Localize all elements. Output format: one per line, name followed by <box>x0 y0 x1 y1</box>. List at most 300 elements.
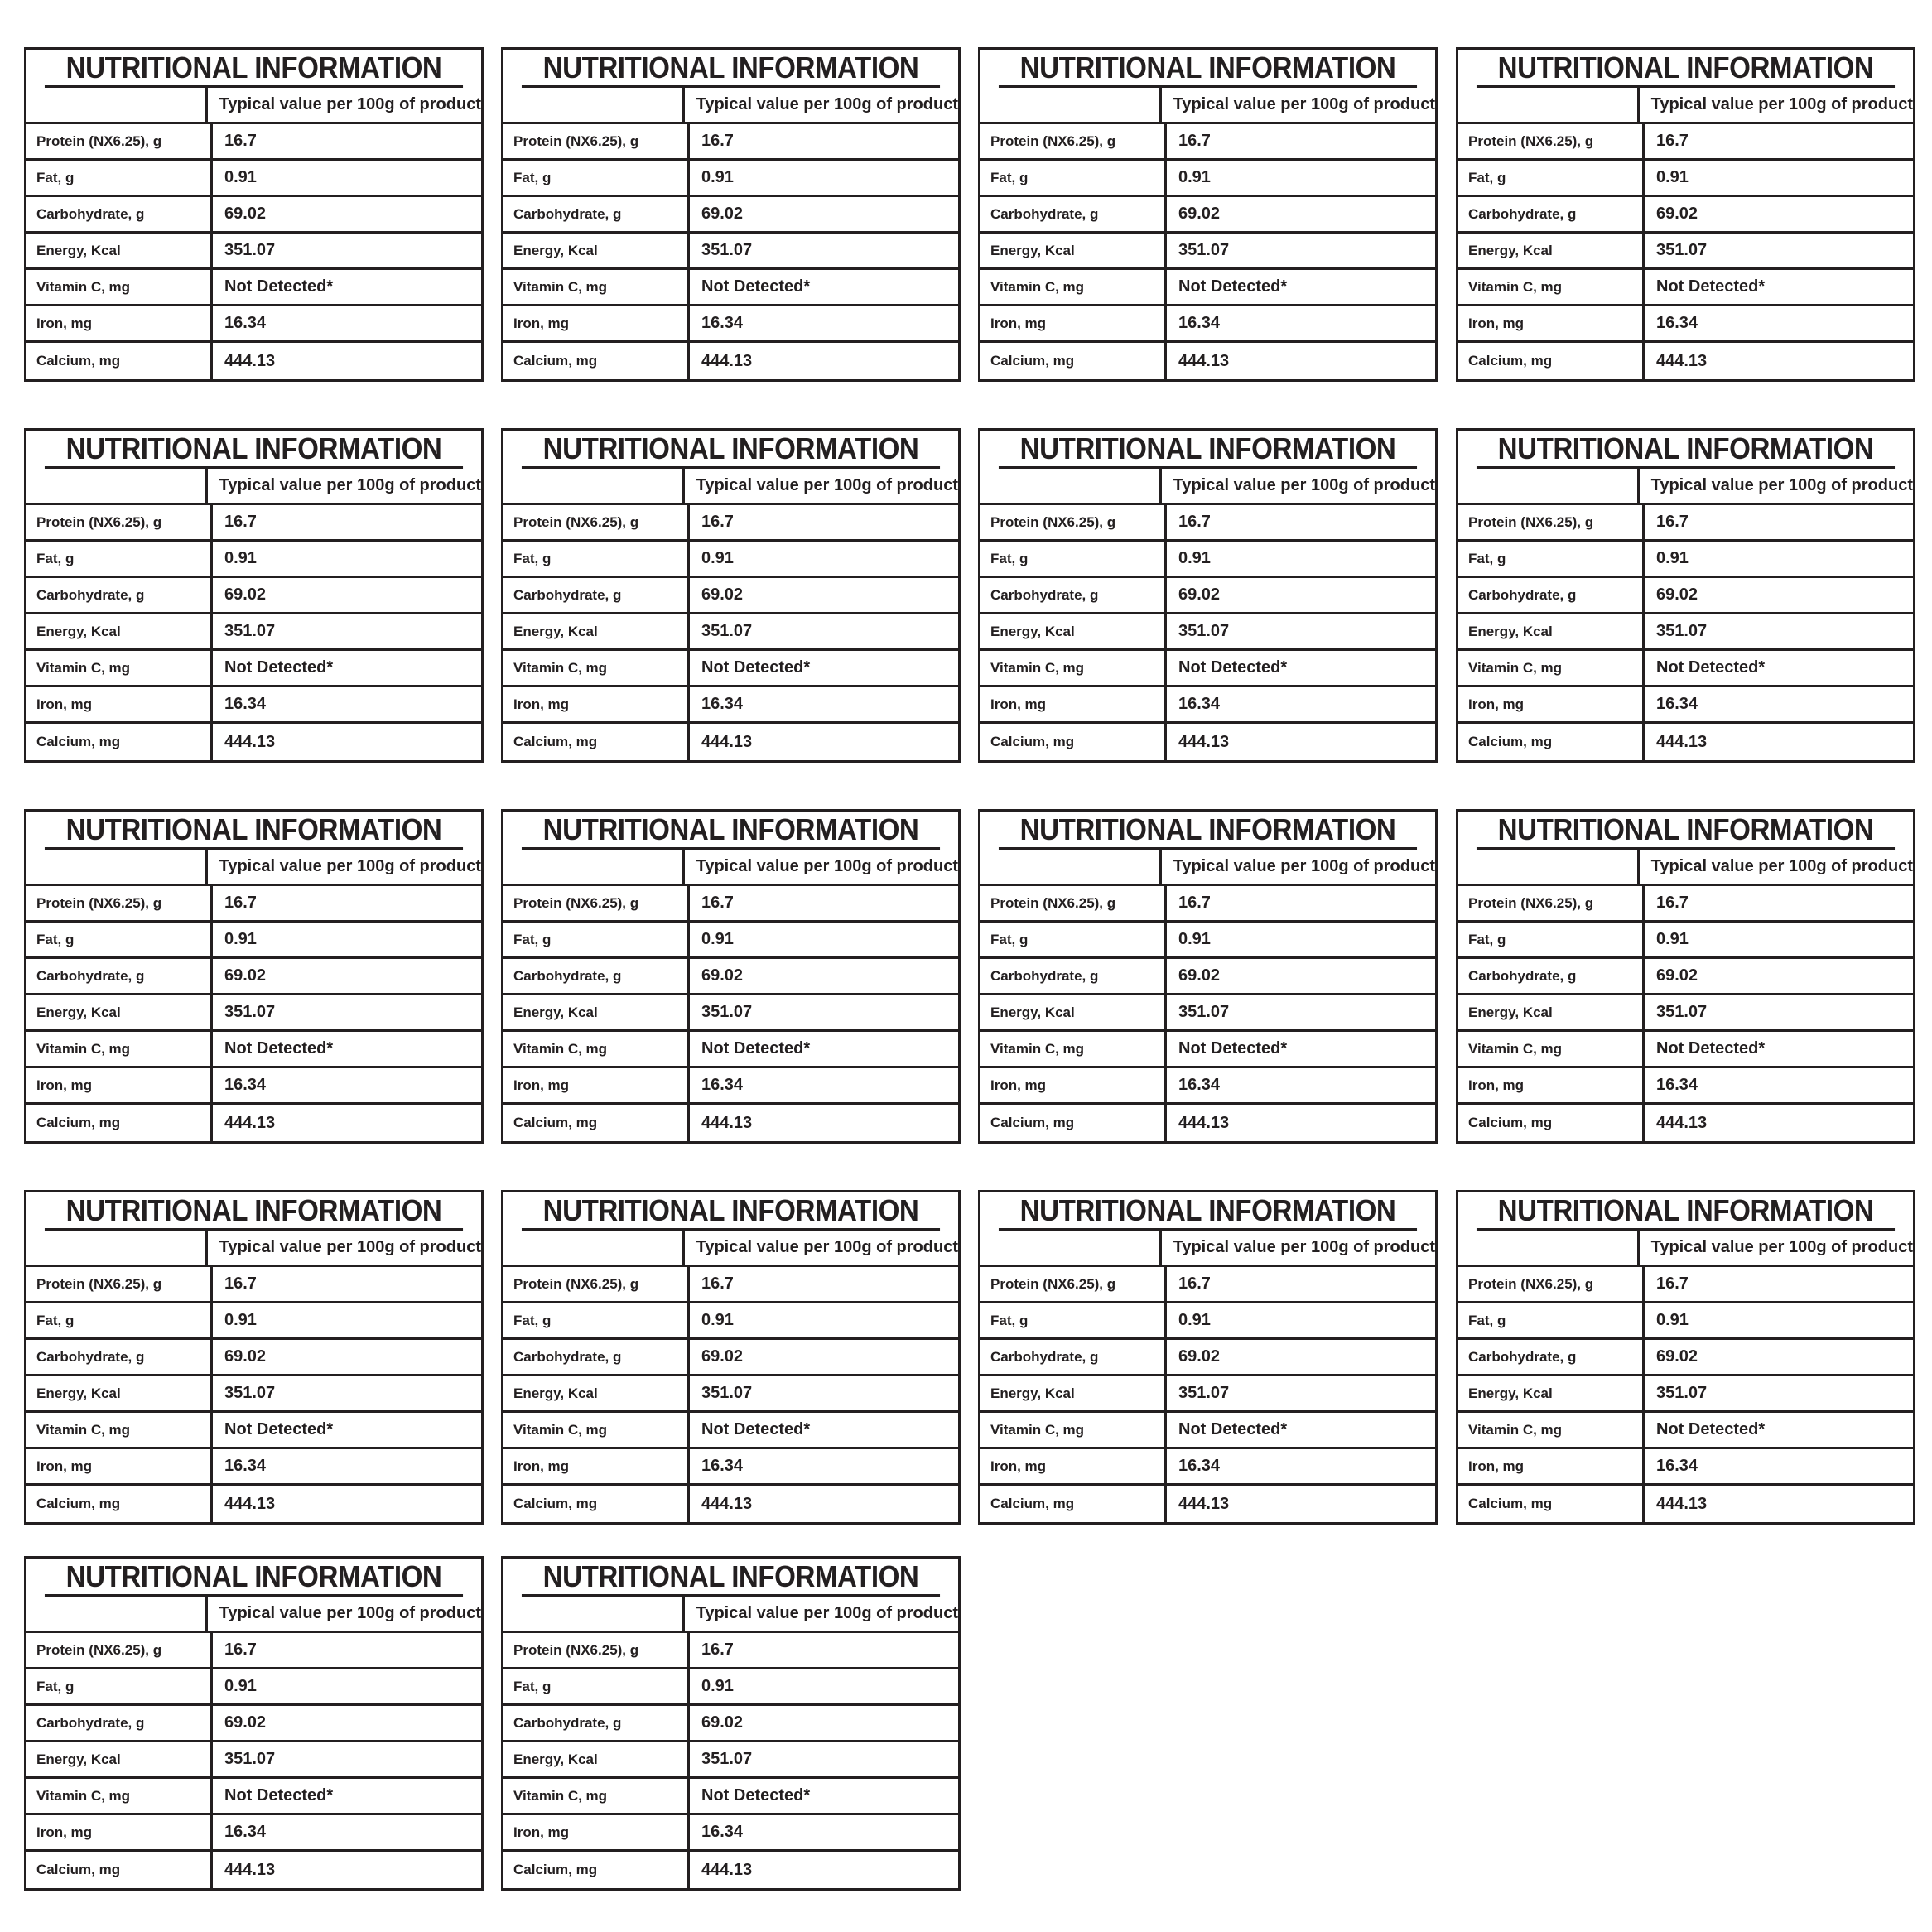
label-title: NUTRITIONAL INFORMATION <box>1477 50 1895 88</box>
nutrient-row <box>26 1267 481 1303</box>
nutrient-row <box>1458 886 1913 923</box>
nutrient-row <box>980 724 1435 760</box>
nutrient-name: Fat, g <box>980 542 1167 576</box>
nutrient-value: 351.07 <box>1178 1003 1230 1021</box>
nutrient-value: 69.02 <box>1178 205 1221 223</box>
nutrient-value: 444.13 <box>224 1494 276 1513</box>
nutrient-name: Vitamin C, mg <box>26 1032 213 1066</box>
nutrient-value: 444.13 <box>701 732 753 751</box>
nutrient-value: Not Detected* <box>1656 1039 1766 1058</box>
nutrient-value: 0.91 <box>224 930 257 948</box>
nutrient-name: Fat, g <box>26 1303 213 1337</box>
nutrient-value: Not Detected* <box>224 658 334 677</box>
header-empty-cell <box>1458 1231 1640 1265</box>
nutrient-row <box>503 1340 958 1376</box>
nutrient-value: 0.91 <box>224 1311 257 1329</box>
nutrient-row <box>26 1068 481 1105</box>
nutrient-name: Energy, Kcal <box>503 1742 690 1776</box>
nutrient-name: Energy, Kcal <box>980 995 1167 1029</box>
nutrient-name: Energy, Kcal <box>26 1742 213 1776</box>
nutrient-value: 69.02 <box>1178 585 1221 604</box>
label-header-row <box>26 1231 481 1267</box>
nutrient-row <box>26 1742 481 1779</box>
column-header: Typical value per 100g of product <box>1173 95 1435 113</box>
column-header: Typical value per 100g of product <box>1173 857 1435 875</box>
nutrient-name: Protein (NX6.25), g <box>980 1267 1167 1301</box>
nutrient-value: 16.34 <box>701 1457 744 1475</box>
nutrient-name: Energy, Kcal <box>503 995 690 1029</box>
nutrition-label <box>1456 428 1915 763</box>
nutrient-value: Not Detected* <box>701 1039 811 1058</box>
label-title: NUTRITIONAL INFORMATION <box>522 812 940 850</box>
nutrient-name: Vitamin C, mg <box>1458 651 1645 685</box>
nutrient-value: Not Detected* <box>701 1786 811 1804</box>
nutrient-name: Energy, Kcal <box>503 1376 690 1410</box>
nutrient-row <box>980 651 1435 687</box>
nutrient-row <box>980 1032 1435 1068</box>
column-header: Typical value per 100g of product <box>219 1604 481 1622</box>
label-header-row <box>26 469 481 505</box>
nutrient-row <box>26 995 481 1032</box>
nutrient-row <box>503 1376 958 1413</box>
nutrient-value: 16.7 <box>224 513 257 531</box>
nutrient-row <box>980 886 1435 923</box>
nutrient-name: Vitamin C, mg <box>980 1032 1167 1066</box>
column-header: Typical value per 100g of product <box>219 95 481 113</box>
column-header: Typical value per 100g of product <box>219 476 481 494</box>
nutrient-row <box>503 724 958 760</box>
nutrient-name: Fat, g <box>26 161 213 195</box>
nutrient-row <box>1458 1032 1913 1068</box>
header-empty-cell <box>503 1597 685 1631</box>
nutrient-name: Vitamin C, mg <box>1458 1032 1645 1066</box>
nutrient-name: Energy, Kcal <box>980 234 1167 267</box>
nutrient-name: Carbohydrate, g <box>26 578 213 612</box>
nutrient-value: 69.02 <box>224 205 267 223</box>
nutrient-name: Iron, mg <box>1458 687 1645 721</box>
nutrient-name: Iron, mg <box>1458 1068 1645 1102</box>
nutrient-name: Carbohydrate, g <box>1458 578 1645 612</box>
nutrient-value: 0.91 <box>1656 930 1689 948</box>
column-header: Typical value per 100g of product <box>1650 476 1913 494</box>
nutrient-name: Calcium, mg <box>1458 1486 1645 1522</box>
nutrient-name: Iron, mg <box>1458 306 1645 340</box>
nutrient-row <box>1458 234 1913 270</box>
nutrient-value: 69.02 <box>224 585 267 604</box>
nutrient-row <box>1458 959 1913 995</box>
header-empty-cell <box>1458 469 1640 503</box>
nutrient-value: 0.91 <box>1178 1311 1211 1329</box>
nutrient-name: Calcium, mg <box>503 1852 690 1888</box>
nutrient-row <box>980 124 1435 161</box>
header-empty-cell <box>26 850 208 884</box>
label-header-row <box>1458 1231 1913 1267</box>
nutrient-value: 69.02 <box>224 966 267 985</box>
nutrient-name: Protein (NX6.25), g <box>980 505 1167 539</box>
nutrient-value: 16.34 <box>701 314 744 332</box>
nutrient-row <box>26 1413 481 1449</box>
nutrient-row <box>26 1815 481 1852</box>
nutrient-row <box>1458 1376 1913 1413</box>
label-title: NUTRITIONAL INFORMATION <box>1477 1192 1895 1231</box>
nutrient-value: 16.34 <box>224 314 267 332</box>
nutrient-name: Calcium, mg <box>980 343 1167 379</box>
nutrient-row <box>26 959 481 995</box>
nutrient-name: Protein (NX6.25), g <box>1458 886 1645 920</box>
header-empty-cell <box>503 88 685 122</box>
nutrient-name: Protein (NX6.25), g <box>503 1633 690 1667</box>
nutrient-row <box>26 161 481 197</box>
nutrient-value: 0.91 <box>1178 549 1211 567</box>
nutrient-value: 69.02 <box>1178 966 1221 985</box>
nutrient-name: Iron, mg <box>1458 1449 1645 1483</box>
nutrient-name: Calcium, mg <box>26 343 213 379</box>
nutrient-value: 444.13 <box>701 1113 753 1132</box>
label-title: NUTRITIONAL INFORMATION <box>522 431 940 469</box>
nutrient-value: 16.34 <box>1656 1457 1698 1475</box>
nutrient-row <box>980 505 1435 542</box>
nutrient-name: Carbohydrate, g <box>980 578 1167 612</box>
nutrient-row <box>980 161 1435 197</box>
nutrient-value: 351.07 <box>701 1384 753 1402</box>
nutrient-value: 16.7 <box>224 894 257 912</box>
nutrient-value: 351.07 <box>1656 241 1708 259</box>
nutrition-label <box>978 428 1438 763</box>
column-header: Typical value per 100g of product <box>696 476 958 494</box>
header-empty-cell <box>503 1231 685 1265</box>
nutrient-name: Fat, g <box>1458 542 1645 576</box>
nutrient-value: 444.13 <box>701 1860 753 1879</box>
nutrient-row <box>26 1779 481 1815</box>
nutrient-name: Energy, Kcal <box>26 614 213 648</box>
label-title: NUTRITIONAL INFORMATION <box>45 812 463 850</box>
nutrient-name: Iron, mg <box>503 687 690 721</box>
nutrient-name: Iron, mg <box>503 1068 690 1102</box>
nutrient-value: 69.02 <box>701 1347 744 1366</box>
nutrient-row <box>980 1105 1435 1141</box>
nutrient-row <box>1458 1413 1913 1449</box>
nutrient-value: 351.07 <box>1656 622 1708 640</box>
nutrient-name: Vitamin C, mg <box>980 651 1167 685</box>
label-header-row <box>980 469 1435 505</box>
nutrition-label <box>24 809 484 1144</box>
nutrient-row <box>1458 343 1913 379</box>
nutrient-row <box>26 1486 481 1522</box>
nutrient-name: Carbohydrate, g <box>1458 1340 1645 1374</box>
nutrient-value: Not Detected* <box>1656 658 1766 677</box>
nutrient-row <box>503 1413 958 1449</box>
nutrient-name: Carbohydrate, g <box>1458 959 1645 993</box>
nutrient-value: 16.34 <box>701 1823 744 1841</box>
nutrient-name: Fat, g <box>980 1303 1167 1337</box>
nutrient-row <box>503 1303 958 1340</box>
nutrient-name: Fat, g <box>980 161 1167 195</box>
nutrient-value: 16.7 <box>1656 894 1689 912</box>
nutrient-value: 0.91 <box>1656 1311 1689 1329</box>
nutrient-name: Energy, Kcal <box>26 995 213 1029</box>
nutrient-value: 351.07 <box>701 1750 753 1768</box>
nutrient-name: Iron, mg <box>26 1815 213 1849</box>
nutrient-row <box>980 234 1435 270</box>
nutrient-value: 351.07 <box>701 622 753 640</box>
label-title: NUTRITIONAL INFORMATION <box>1477 812 1895 850</box>
label-header-row <box>1458 850 1913 886</box>
nutrient-row <box>980 1486 1435 1522</box>
nutrient-row <box>1458 995 1913 1032</box>
nutrient-value: 16.34 <box>1656 314 1698 332</box>
nutrient-name: Calcium, mg <box>980 1486 1167 1522</box>
nutrient-value: 444.13 <box>1656 732 1708 751</box>
nutrient-name: Calcium, mg <box>1458 1105 1645 1141</box>
column-header: Typical value per 100g of product <box>696 857 958 875</box>
nutrient-name: Iron, mg <box>26 306 213 340</box>
nutrient-row <box>1458 197 1913 234</box>
nutrient-value: 0.91 <box>224 1677 257 1695</box>
nutrient-value: 0.91 <box>224 168 257 186</box>
nutrient-name: Vitamin C, mg <box>1458 270 1645 304</box>
nutrient-value: 69.02 <box>1656 585 1698 604</box>
nutrition-label <box>24 428 484 763</box>
nutrient-name: Vitamin C, mg <box>503 651 690 685</box>
nutrient-row <box>980 197 1435 234</box>
nutrient-row <box>26 542 481 578</box>
nutrient-name: Vitamin C, mg <box>980 1413 1167 1447</box>
nutrient-name: Protein (NX6.25), g <box>980 886 1167 920</box>
label-header-row <box>980 88 1435 124</box>
nutrient-name: Energy, Kcal <box>1458 1376 1645 1410</box>
label-header-row <box>980 850 1435 886</box>
nutrient-row <box>503 343 958 379</box>
nutrition-label <box>501 1190 961 1525</box>
nutrient-name: Carbohydrate, g <box>503 578 690 612</box>
nutrient-value: Not Detected* <box>1656 277 1766 296</box>
nutrient-name: Carbohydrate, g <box>503 197 690 231</box>
nutrient-value: 351.07 <box>224 622 276 640</box>
nutrient-name: Iron, mg <box>503 1449 690 1483</box>
nutrient-value: 69.02 <box>224 1713 267 1732</box>
column-header: Typical value per 100g of product <box>1173 476 1435 494</box>
nutrient-row <box>503 1706 958 1742</box>
nutrition-label <box>501 428 961 763</box>
nutrient-name: Energy, Kcal <box>1458 234 1645 267</box>
nutrient-value: Not Detected* <box>701 1420 811 1438</box>
nutrient-row <box>1458 542 1913 578</box>
nutrient-row <box>26 687 481 724</box>
nutrient-name: Carbohydrate, g <box>980 1340 1167 1374</box>
nutrient-value: 444.13 <box>1656 351 1708 370</box>
nutrient-value: 16.34 <box>701 695 744 713</box>
column-header: Typical value per 100g of product <box>696 95 958 113</box>
nutrient-value: 16.7 <box>701 1274 734 1293</box>
label-title: NUTRITIONAL INFORMATION <box>999 431 1417 469</box>
nutrient-value: 0.91 <box>1656 549 1689 567</box>
nutrient-value: 16.7 <box>1178 1274 1211 1293</box>
nutrient-name: Carbohydrate, g <box>26 1706 213 1740</box>
nutrient-name: Protein (NX6.25), g <box>26 1633 213 1667</box>
nutrient-value: 69.02 <box>1178 1347 1221 1366</box>
header-empty-cell <box>980 1231 1162 1265</box>
nutrient-value: Not Detected* <box>1178 1420 1288 1438</box>
nutrient-row <box>980 687 1435 724</box>
nutrient-value: 16.34 <box>224 695 267 713</box>
header-empty-cell <box>980 469 1162 503</box>
label-title: NUTRITIONAL INFORMATION <box>45 1192 463 1231</box>
header-empty-cell <box>26 1597 208 1631</box>
nutrient-value: 444.13 <box>224 351 276 370</box>
nutrient-value: Not Detected* <box>1178 658 1288 677</box>
nutrient-value: 444.13 <box>1178 732 1230 751</box>
nutrient-row <box>26 270 481 306</box>
nutrient-value: 16.34 <box>224 1076 267 1094</box>
nutrient-name: Calcium, mg <box>503 1105 690 1141</box>
nutrition-label <box>978 809 1438 1144</box>
nutrient-name: Calcium, mg <box>26 724 213 760</box>
nutrient-row <box>26 923 481 959</box>
nutrient-value: 69.02 <box>701 585 744 604</box>
nutrient-name: Carbohydrate, g <box>980 197 1167 231</box>
nutrient-value: 16.7 <box>224 132 257 150</box>
nutrient-row <box>1458 1068 1913 1105</box>
nutrient-name: Fat, g <box>503 161 690 195</box>
nutrient-name: Calcium, mg <box>1458 343 1645 379</box>
nutrient-row <box>503 959 958 995</box>
nutrient-name: Calcium, mg <box>26 1486 213 1522</box>
nutrient-value: 16.7 <box>1656 132 1689 150</box>
nutrient-value: 16.7 <box>1178 132 1211 150</box>
label-title: NUTRITIONAL INFORMATION <box>999 812 1417 850</box>
label-title: NUTRITIONAL INFORMATION <box>1477 431 1895 469</box>
nutrient-value: 351.07 <box>224 1750 276 1768</box>
nutrient-row <box>26 1105 481 1141</box>
nutrition-label <box>501 1556 961 1891</box>
nutrient-value: 0.91 <box>701 930 734 948</box>
nutrient-value: 0.91 <box>701 1677 734 1695</box>
nutrient-row <box>503 578 958 614</box>
nutrient-value: 444.13 <box>1178 351 1230 370</box>
nutrient-row <box>26 1340 481 1376</box>
nutrient-name: Fat, g <box>26 1669 213 1703</box>
nutrition-label <box>1456 809 1915 1144</box>
nutrient-value: 16.7 <box>224 1641 257 1659</box>
nutrient-value: 16.34 <box>224 1457 267 1475</box>
column-header: Typical value per 100g of product <box>696 1238 958 1256</box>
nutrient-row <box>503 234 958 270</box>
nutrient-value: 351.07 <box>1178 622 1230 640</box>
nutrient-name: Protein (NX6.25), g <box>503 1267 690 1301</box>
nutrient-row <box>503 1105 958 1141</box>
header-empty-cell <box>503 469 685 503</box>
nutrient-row <box>1458 923 1913 959</box>
nutrient-name: Fat, g <box>503 542 690 576</box>
nutrient-value: 16.34 <box>1178 314 1221 332</box>
nutrient-row <box>26 234 481 270</box>
nutrient-row <box>980 1413 1435 1449</box>
nutrient-row <box>503 1633 958 1669</box>
nutrient-row <box>26 1449 481 1486</box>
label-title: NUTRITIONAL INFORMATION <box>999 1192 1417 1231</box>
nutrition-label <box>978 1190 1438 1525</box>
nutrient-row <box>980 923 1435 959</box>
nutrient-value: 444.13 <box>224 732 276 751</box>
nutrient-name: Carbohydrate, g <box>980 959 1167 993</box>
nutrient-value: 444.13 <box>1178 1494 1230 1513</box>
nutrient-row <box>980 995 1435 1032</box>
nutrient-name: Calcium, mg <box>503 724 690 760</box>
nutrient-name: Iron, mg <box>980 1449 1167 1483</box>
nutrient-name: Energy, Kcal <box>980 614 1167 648</box>
nutrient-value: 16.7 <box>1656 1274 1689 1293</box>
column-header: Typical value per 100g of product <box>219 857 481 875</box>
nutrient-row <box>26 578 481 614</box>
nutrient-name: Fat, g <box>1458 1303 1645 1337</box>
nutrient-name: Fat, g <box>503 923 690 956</box>
nutrient-row <box>1458 651 1913 687</box>
nutrient-name: Vitamin C, mg <box>26 1413 213 1447</box>
nutrient-name: Carbohydrate, g <box>26 959 213 993</box>
label-title: NUTRITIONAL INFORMATION <box>522 1192 940 1231</box>
nutrient-row <box>26 124 481 161</box>
nutrient-row <box>26 724 481 760</box>
nutrient-name: Vitamin C, mg <box>26 1779 213 1813</box>
nutrient-value: 351.07 <box>224 241 276 259</box>
nutrient-row <box>503 542 958 578</box>
nutrient-row <box>26 306 481 343</box>
nutrient-name: Energy, Kcal <box>503 234 690 267</box>
nutrient-row <box>503 270 958 306</box>
nutrient-value: 0.91 <box>701 168 734 186</box>
nutrient-row <box>503 505 958 542</box>
nutrient-value: 351.07 <box>1178 241 1230 259</box>
nutrient-name: Protein (NX6.25), g <box>26 505 213 539</box>
nutrient-row <box>26 197 481 234</box>
nutrient-value: Not Detected* <box>701 658 811 677</box>
nutrient-row <box>1458 614 1913 651</box>
nutrient-row <box>980 1303 1435 1340</box>
nutrient-name: Protein (NX6.25), g <box>503 886 690 920</box>
label-header-row <box>503 1597 958 1633</box>
nutrient-row <box>1458 505 1913 542</box>
nutrient-value: Not Detected* <box>224 1039 334 1058</box>
nutrient-name: Fat, g <box>1458 923 1645 956</box>
label-header-row <box>503 469 958 505</box>
nutrient-row <box>26 886 481 923</box>
nutrient-row <box>503 1449 958 1486</box>
nutrient-value: 351.07 <box>701 1003 753 1021</box>
nutrient-value: 351.07 <box>1656 1003 1708 1021</box>
label-title: NUTRITIONAL INFORMATION <box>45 431 463 469</box>
nutrient-name: Iron, mg <box>26 1449 213 1483</box>
nutrient-name: Carbohydrate, g <box>503 959 690 993</box>
nutrient-name: Protein (NX6.25), g <box>1458 124 1645 158</box>
nutrient-name: Iron, mg <box>980 306 1167 340</box>
nutrient-row <box>1458 161 1913 197</box>
nutrient-value: 16.7 <box>1178 894 1211 912</box>
nutrient-value: 0.91 <box>1656 168 1689 186</box>
label-header-row <box>503 88 958 124</box>
nutrient-row <box>503 1669 958 1706</box>
nutrient-row <box>26 343 481 379</box>
nutrient-name: Iron, mg <box>26 1068 213 1102</box>
nutrient-row <box>980 578 1435 614</box>
nutrient-name: Protein (NX6.25), g <box>1458 505 1645 539</box>
label-title: NUTRITIONAL INFORMATION <box>999 50 1417 88</box>
nutrition-label <box>24 47 484 382</box>
nutrient-row <box>1458 1486 1913 1522</box>
label-header-row <box>26 850 481 886</box>
nutrient-value: 16.34 <box>1178 1457 1221 1475</box>
nutrient-row <box>26 1376 481 1413</box>
nutrient-value: 444.13 <box>1656 1113 1708 1132</box>
